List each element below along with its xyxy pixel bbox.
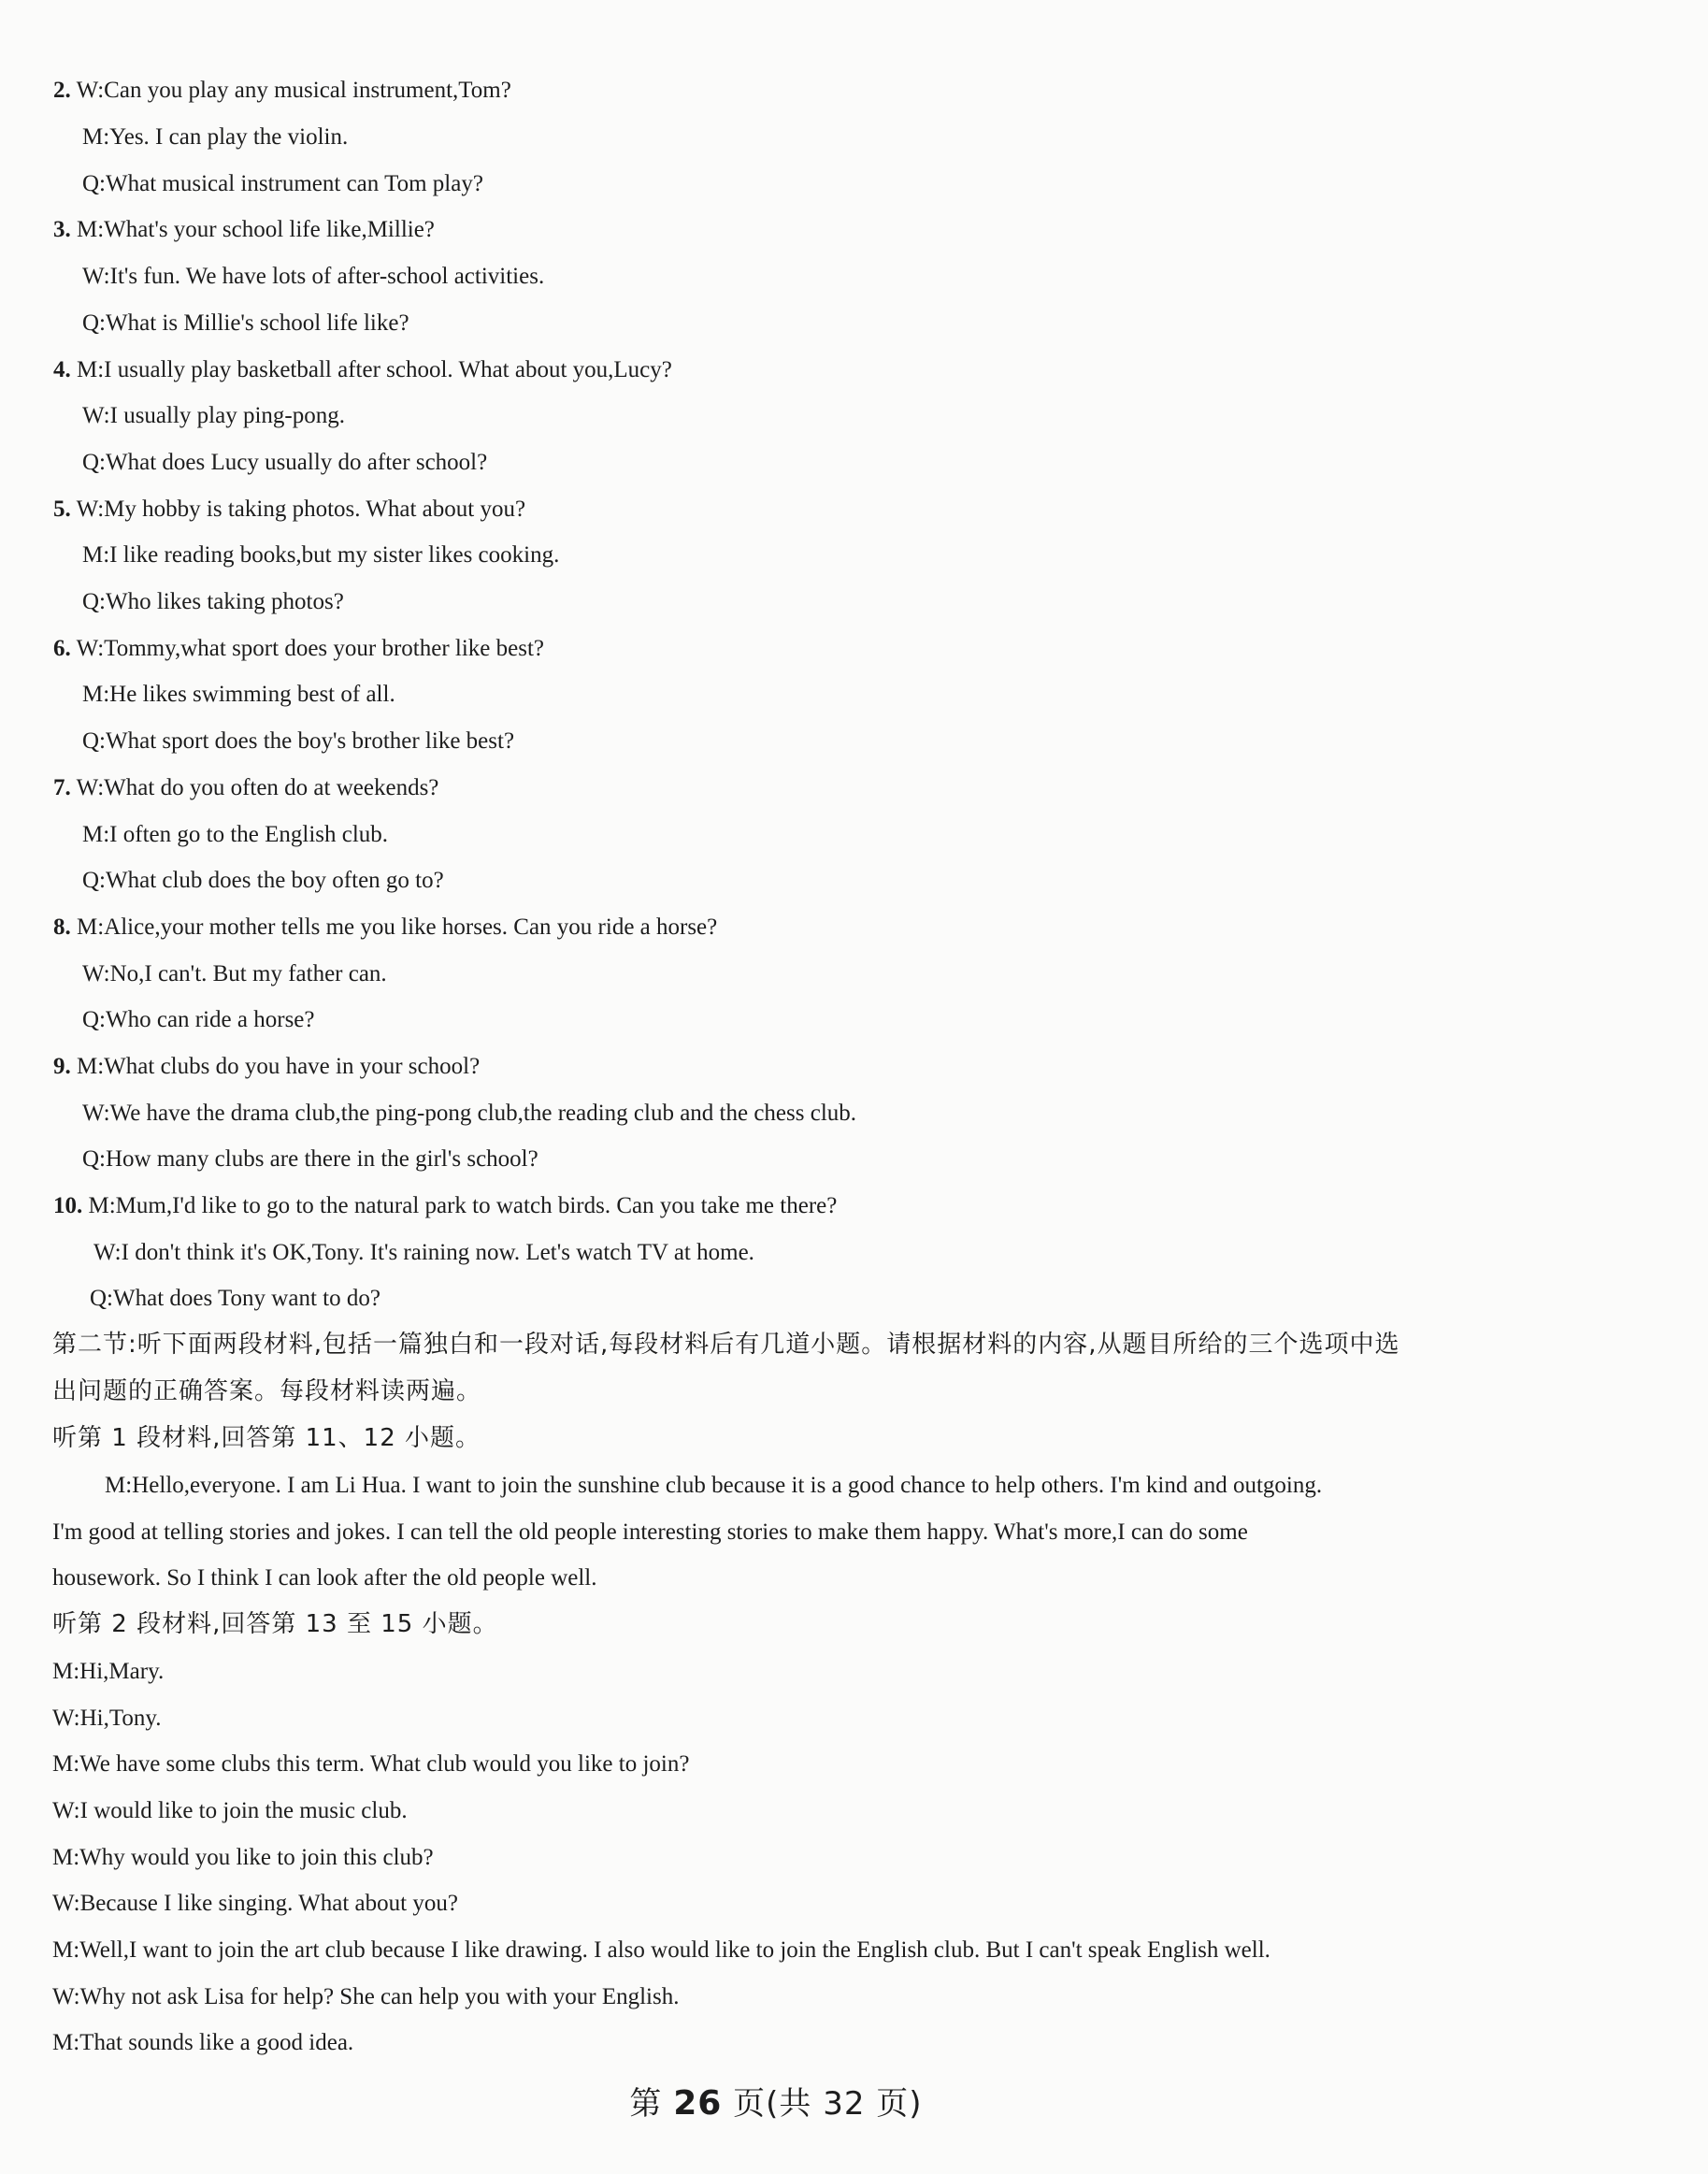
section-2-intro-line-1: 第二节:听下面两段材料,包括一篇独白和一段对话,每段材料后有几道小题。请根据材料的内容,从题目所给的三个选项中选 (52, 1331, 1400, 1359)
dialogue-2-line-2: M:Yes. I can play the violin. (82, 124, 349, 150)
item-number: 5. (53, 497, 71, 522)
dialogue-6-line-3: Q:What sport does the boy's brother like best? (82, 728, 515, 754)
conversation-line-8: W:Why not ask Lisa for help? She can help you with your English. (52, 1984, 680, 2009)
dialogue-5-line-3: Q:Who likes taking photos? (82, 589, 344, 614)
dialogue-5-line-2: M:I like reading books,but my sister likes cooking. (82, 542, 560, 568)
dialogue-3-line-3: Q:What is Millie's school life like? (82, 310, 409, 336)
item-number: 2. (53, 78, 71, 103)
monologue-line-2: I'm good at telling stories and jokes. I can tell the old people interesting stories to make them happy. What's more,I can do some (52, 1519, 1248, 1545)
conversation-line-1: M:Hi,Mary. (52, 1659, 165, 1684)
dialogue-10-line-2: W:I don't think it's OK,Tony. It's raining now. Let's watch TV at home. (93, 1240, 754, 1265)
dialogue-6-line-2: M:He likes swimming best of all. (82, 682, 395, 707)
conversation-line-7: M:Well,I want to join the art club because I like drawing. I also would like to join the English club. But I can't speak English well. (52, 1937, 1270, 1963)
dialogue-8-line-1: 8. M:Alice,your mother tells me you like horses. Can you ride a horse? (53, 914, 718, 940)
item-number: 7. (53, 775, 71, 800)
dialogue-9-line-3: Q:How many clubs are there in the girl's school? (82, 1146, 538, 1172)
page-footer: 第 26 页(共 32 页) (629, 2084, 923, 2123)
dialogue-4-line-1: 4. M:I usually play basketball after school. What about you,Lucy? (53, 357, 672, 382)
section-2-intro-line-2: 出问题的正确答案。每段材料读两遍。 (52, 1377, 482, 1405)
dialogue-8-line-3: Q:Who can ride a horse? (82, 1007, 315, 1032)
item-number: 3. (53, 217, 71, 242)
material-1-title: 听第 1 段材料,回答第 11、12 小题。 (52, 1424, 481, 1452)
item-number: 10. (53, 1193, 83, 1218)
conversation-line-5: M:Why would you like to join this club? (52, 1845, 434, 1870)
page-number: 26 (673, 2084, 723, 2123)
item-number: 8. (53, 914, 71, 940)
monologue-line-1: M:Hello,everyone. I am Li Hua. I want to join the sunshine club because it is a good chance to help others. I'm kind and outgoing. (105, 1473, 1323, 1498)
conversation-line-3: M:We have some clubs this term. What club would you like to join? (52, 1751, 690, 1777)
dialogue-4-line-2: W:I usually play ping-pong. (82, 403, 345, 428)
dialogue-10-line-3: Q:What does Tony want to do? (90, 1286, 380, 1311)
dialogue-5-line-1: 5. W:My hobby is taking photos. What about you? (53, 497, 526, 522)
dialogue-3-line-2: W:It's fun. We have lots of after-school activities. (82, 264, 545, 289)
material-2-title: 听第 2 段材料,回答第 13 至 15 小题。 (52, 1610, 498, 1638)
dialogue-2-line-1: 2. W:Can you play any musical instrument,Tom? (53, 78, 511, 103)
dialogue-7-line-3: Q:What club does the boy often go to? (82, 868, 444, 893)
dialogue-9-line-2: W:We have the drama club,the ping-pong club,the reading club and the chess club. (82, 1101, 857, 1126)
dialogue-7-line-1: 7. W:What do you often do at weekends? (53, 775, 439, 800)
dialogue-7-line-2: M:I often go to the English club. (82, 822, 389, 847)
item-number: 6. (53, 636, 71, 661)
dialogue-9-line-1: 9. M:What clubs do you have in your school? (53, 1054, 481, 1079)
conversation-line-2: W:Hi,Tony. (52, 1706, 162, 1731)
dialogue-3-line-1: 3. M:What's your school life like,Millie? (53, 217, 435, 242)
dialogue-10-line-1: 10. M:Mum,I'd like to go to the natural park to watch birds. Can you take me there? (53, 1193, 838, 1218)
conversation-line-6: W:Because I like singing. What about you? (52, 1891, 458, 1916)
conversation-line-4: W:I would like to join the music club. (52, 1798, 408, 1823)
dialogue-6-line-1: 6. W:Tommy,what sport does your brother like best? (53, 636, 545, 661)
dialogue-8-line-2: W:No,I can't. But my father can. (82, 961, 387, 986)
item-number: 9. (53, 1054, 71, 1079)
dialogue-4-line-3: Q:What does Lucy usually do after school? (82, 450, 488, 475)
dialogue-2-line-3: Q:What musical instrument can Tom play? (82, 171, 483, 196)
conversation-line-9: M:That sounds like a good idea. (52, 2030, 354, 2055)
item-number: 4. (53, 357, 71, 382)
monologue-line-3: housework. So I think I can look after the old people well. (52, 1565, 597, 1591)
